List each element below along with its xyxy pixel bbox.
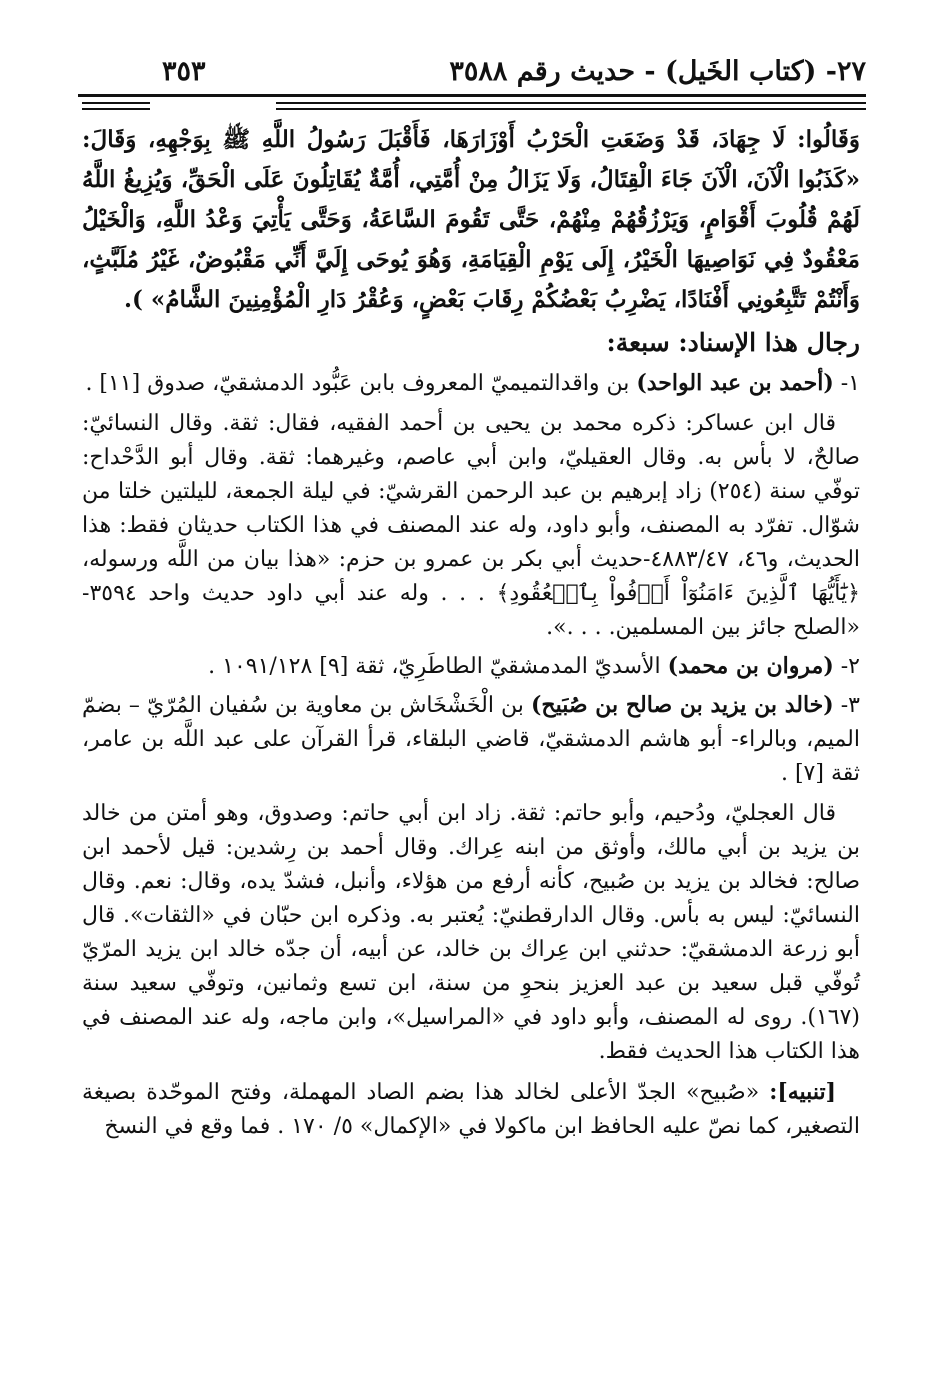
note-text: «صُبيح» الجدّ الأعلى لخالد هذا بضم الصاد المهملة، وفتح الموحّدة بصيغة التصغير، كما نصّ عليه الحافظ ابن ماكولا في «الإكمال» ٥/ ١٧٠ . فما وقع في النسخ [82,1080,860,1139]
header-rule-right-lower [276,108,866,110]
page-header [78,50,866,110]
narrator-entry [82,688,860,791]
narrator-number: ٢- [833,654,860,679]
commentary-paragraph: قال العجليّ، ودُحيم، وأبو حاتم: ثقة. زاد ابن أبي حاتم: وصدوق، وهو أمتن من خالد بن يزيد بن أبي مالك، وأوثق من ابنه عِراك. وقال أحمد بن رِشدين: قيل لأحمد ابن صالح: فخالد بن يزيد بن صُبيح، كأنه أرفع من هؤلاء، وأنبل، فشدّ يده، وقال: نعم. وقال النسائيّ: ليس به بأس. وقال الدارقطنيّ: يُعتبر به. وذكره ابن حبّان في «الثقات». قال أبو زرعة الدمشقيّ: حدثني ابن عِراك بن خالد، عن أبيه، أن جدّه خالد ابن يزيد المرّيّ تُوفّي قبل سعيد بن عبد العزيز بنحوِ من سنة، ابن تسع وثمانين، وتوفّي سعيد سنة (١٦٧). روى له المصنف، وأبو داود في «المراسيل»، وابن ماجه، وله عند المصنف في هذا الكتاب هذا الحديث فقط. [82,801,860,1064]
narrator-name: (مروان بن محمد) [667,653,834,679]
header-rule-top [78,94,866,97]
note-label: [تنبيه]: [769,1079,836,1105]
running-title: ٢٧- (كتاب الخَيل) - حديث رقم ٣٥٨٨ [449,56,866,87]
page-number: ٣٥٣ [162,56,206,87]
header-rule-left-upper [82,102,150,104]
commentary-paragraph: قال ابن عساكر: ذكره محمد بن يحيى بن أحمد الفقيه، فقال: ثقة. وقال النسائيّ: صالحٌ، لا بأس به. وقال العقيليّ، وابن أبي عاصم، وغيرهما: ثقة. وقال أبو الدَّحْداح: توفّي سنة (٢٥٤) زاد إبرهيم بن عبد الرحمن القرشيّ: في ليلة الجمعة، لليلتين خلتا من شوّال. تفرّد به المصنف، وأبو داود، وله عند المصنف في هذا الكتاب حديثان فقط: هذا الحديث، و٤٦، ٤٨٨٣/٤٧-حديث أبي بكر بن عمرو بن حزم: «هذا بيان من اللَّه ورسوله، ﴿يَٰٓأَيُّهَا ٱلَّذِينَ ءَامَنُوٓاْ أَوۡفُواْ بِٱلۡعُقُودِ﴾ . . . وله عند أبي داود حديث واحد ٣٥٩٤- «الصلح جائز بين المسلمين. . . .». [82,411,861,640]
narrator-name: (خالد بن يزيد بن صالح بن صُبَيح) [530,692,834,718]
section-heading: رجال هذا الإسناد: سبعة: [606,328,860,357]
narrator-details: الأسديّ المدمشقيّ الطاطَرِيّ، ثقة [٩] ١٠٩١/١٢٨ . [208,654,668,679]
narrator-entry [82,366,860,401]
narrator-name: (أحمد بن عبد الواحد) [636,370,834,396]
narrator-entry [82,649,860,684]
narrator-details: بن الْخَشْخَاش بن معاوية بن سُفيان المُرّيّ – بضمّ الميم، وبالراء- أبو هاشم الدمشقيّ، قاضي البلقاء، قرأ القرآن على عبد اللَّه بن عامر، ثقة [٧] . [82,693,860,786]
hadith-text: وَقَالُوا: لَا جِهَادَ، قَدْ وَضَعَتِ الْحَرْبُ أَوْزَارَهَا، فَأَقْبَلَ رَسُولُ اللَّهِ ﷺ بِوَجْهِهِ، وَقَالَ: «كَذَبُوا الْآنَ، الْآنَ جَاءَ الْقِتَالُ، وَلَا يَزَالُ مِنْ أُمَّتِي، أُمَّةٌ يُقَاتِلُونَ عَلَى الْحَقِّ، وَيُزِيغُ اللَّهُ لَهُمْ قُلُوبَ أَقْوَامٍ، وَيَرْزُقُهُمْ مِنْهُمْ، حَتَّى تَقُومَ السَّاعَةُ، وَحَتَّى يَأْتِيَ وَعْدُ اللَّهِ، وَالْخَيْلُ مَعْقُودٌ فِي نَوَاصِيهَا الْخَيْرُ، إِلَى يَوْمِ الْقِيَامَةِ، وَهُوَ يُوحَى إِلَيَّ أَنِّي مَقْبُوضٌ، غَيْرُ مُلَبَّثٍ، وَأَنْتُمْ تَتَّبِعُونِي أَفْنَادًا، يَضْرِبُ بَعْضُكُمْ رِقَابَ بَعْضٍ، وَعُقْرُ دَارِ الْمُؤْمِنِينَ الشَّامُ» ). [82,126,861,313]
header-rule-right-upper [276,102,866,104]
narrator-number: ٣- [833,693,860,718]
header-rule-left-lower [82,108,150,110]
narrator-details: بن واقدالتميميّ المعروف بابن عَبُّود الدمشقيّ، صدوق [١١] . [85,371,637,396]
note-paragraph [82,1075,860,1144]
page-body [82,120,860,1144]
narrator-number: ١- [833,371,860,396]
